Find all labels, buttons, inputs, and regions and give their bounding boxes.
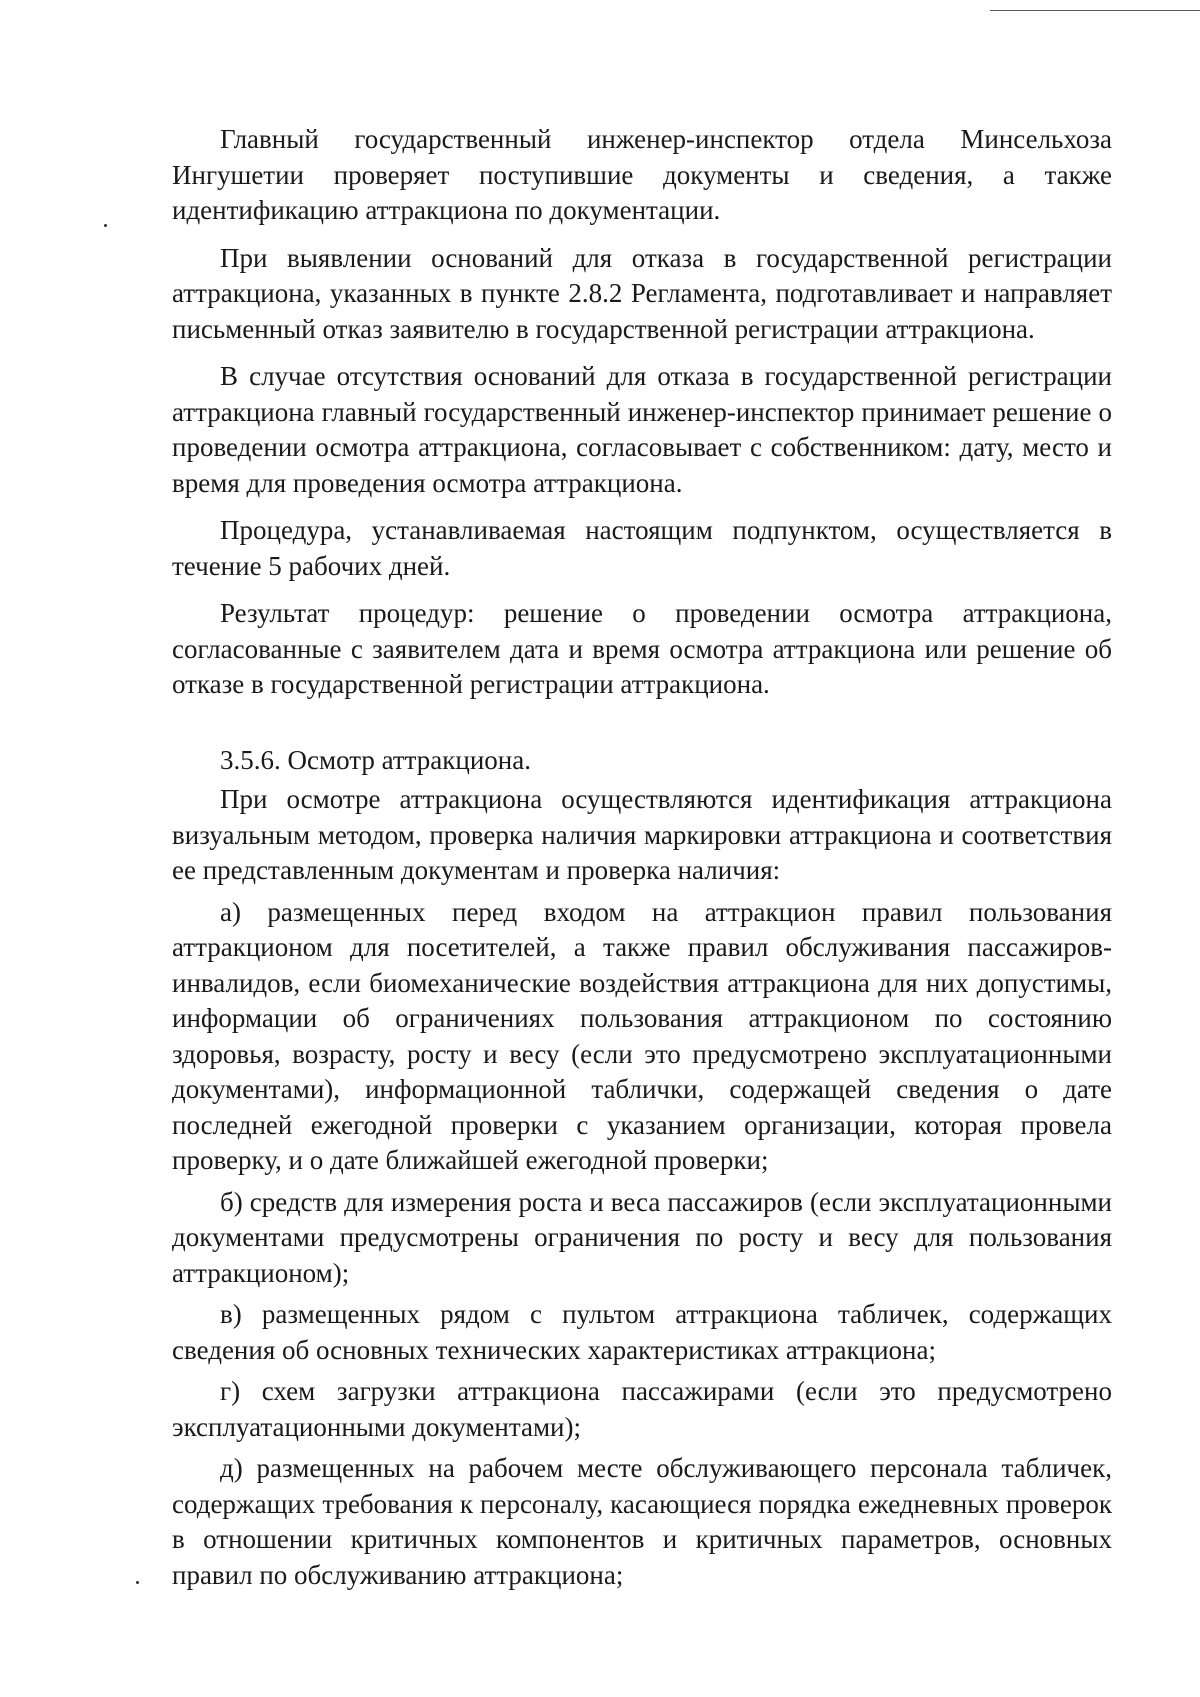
scan-speck xyxy=(104,224,107,227)
page-edge-rule xyxy=(990,10,1200,11)
list-item: а) размещенных перед входом на аттракцион правил пользования аттракционом для посетителей, а также правил обслуживания пассажиров-инвалидов, если биомеханические воздействия аттракциона для них допустимы, информации об ограничениях пользования аттракционом по состоянию здоровья, возрасту, росту и весу (если это предусмотрено эксплуатационными документами), информационной таблички, содержащей сведения о дате последней ежегодной проверки с указанием организации, которая провела проверку, и о дате ближайшей ежегодной проверки; xyxy=(172,896,1112,1175)
list-item: г) схем загрузки аттракциона пассажирами (если это предусмотрено эксплуатационными документами); xyxy=(172,1376,1112,1442)
body-paragraph: Главный государственный инженер-инспектор отдела Минсельхоза Ингушетии проверяет поступившие документы и сведения, а также идентификацию аттракциона по документации. xyxy=(172,124,1112,225)
body-paragraph: При выявлении оснований для отказа в государственной регистрации аттракциона, указанных в пункте 2.8.2 Регламента, подготавливает и направляет письменный отказ заявителю в государственной регистрации аттракциона. xyxy=(172,242,1112,344)
list-item: б) средств для измерения роста и веса пассажиров (если эксплуатационными документами предусмотрены ограничения по росту и весу для пользования аттракционом); xyxy=(172,1186,1112,1288)
document-body xyxy=(172,122,1112,1599)
scan-speck xyxy=(136,1581,139,1584)
list-item: в) размещенных рядом с пультом аттракциона табличек, содержащих сведения об основных технических характеристиках аттракциона; xyxy=(172,1299,1112,1365)
list-item: д) размещенных на рабочем месте обслуживающего персонала табличек, содержащих требования к персоналу, касающиеся порядка ежедневных проверок в отношении критичных компонентов и критичных параметров, основных правил по обслуживанию аттракциона; xyxy=(172,1453,1112,1590)
body-paragraph: Процедура, устанавливаемая настоящим подпунктом, осуществляется в течение 5 рабочих дней. xyxy=(172,515,1112,581)
section-heading: 3.5.6. Осмотр аттракциона. xyxy=(220,744,531,775)
body-paragraph: Результат процедур: решение о проведении осмотра аттракциона, согласованные с заявителем дата и время осмотра аттракциона или решение об отказе в государственной регистрации аттракциона. xyxy=(172,598,1112,699)
section-intro: При осмотре аттракциона осуществляются идентификация аттракциона визуальным методом, проверка наличия маркировки аттракциона и соответствия ее представленным документам и проверка наличия: xyxy=(172,784,1112,885)
body-paragraph: В случае отсутствия оснований для отказа в государственной регистрации аттракциона главный государственный инженер-инспектор принимает решение о проведении осмотра аттракциона, согласовывает с собственником: дату, место и время для проведения осмотра аттракциона. xyxy=(172,361,1112,498)
